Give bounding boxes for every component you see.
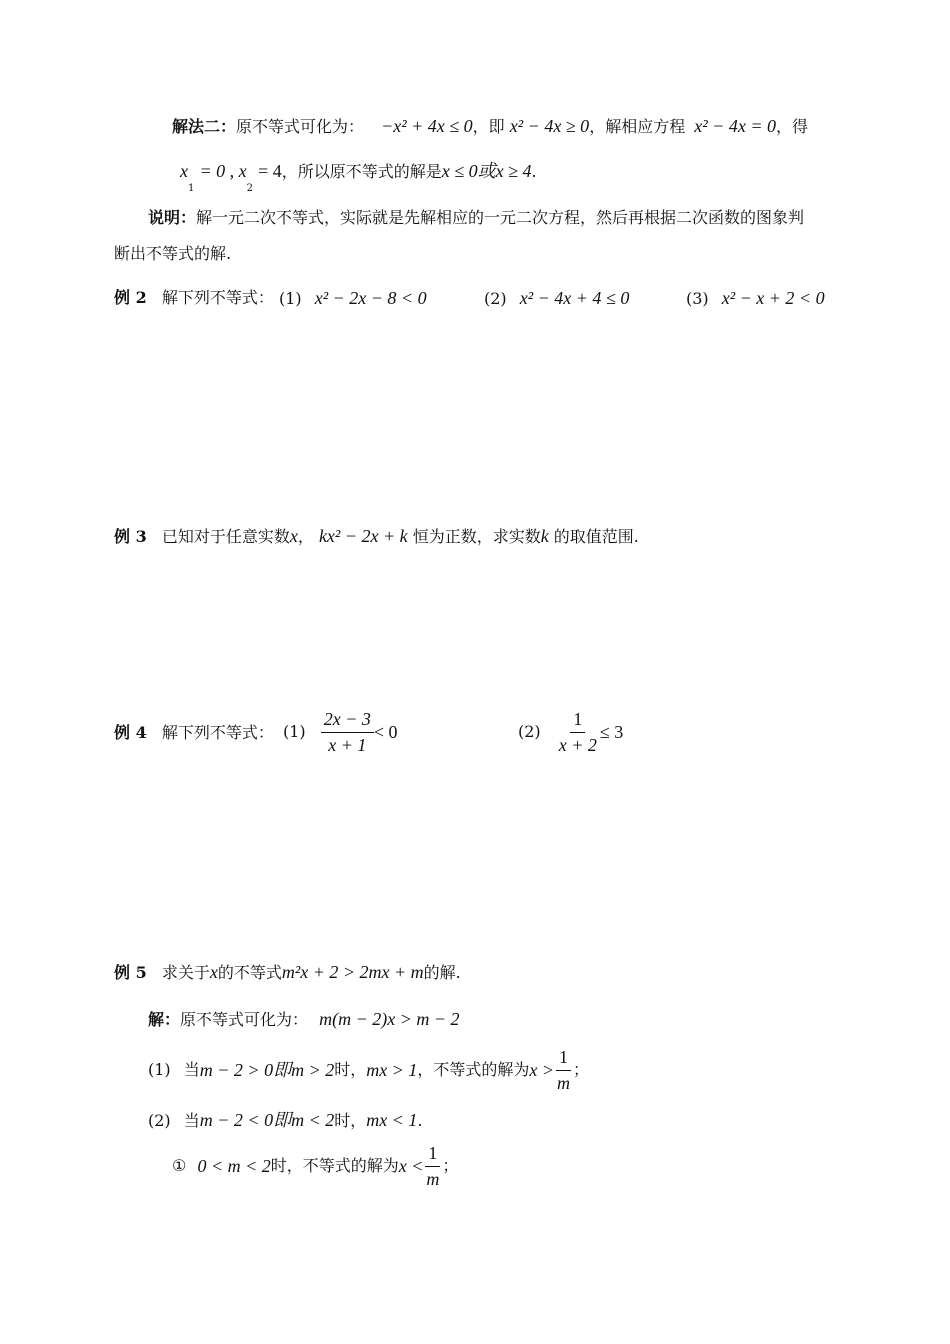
case2-text3: . bbox=[417, 1111, 423, 1130]
example3-var-k: k bbox=[540, 526, 549, 546]
case1-text3: ，不等式的解为 bbox=[417, 1060, 530, 1080]
case1-text4: ； bbox=[573, 1060, 590, 1080]
example5-solution-label: 解： bbox=[148, 1010, 181, 1029]
example2-line bbox=[114, 290, 274, 306]
example5-formula: m²x + 2 > 2mx + m bbox=[281, 962, 424, 982]
solution2-label: 解法二： bbox=[172, 117, 237, 136]
root-sub2: 2 bbox=[246, 183, 253, 194]
example4-fraction2 bbox=[556, 709, 600, 755]
subcase1-condition: 0 < m < 2 bbox=[197, 1156, 271, 1177]
solution2-answer: x ≤ 0或x ≥ 4 bbox=[441, 161, 532, 181]
example4-part1 bbox=[283, 709, 398, 755]
example5-subcase1 bbox=[172, 1143, 458, 1189]
example5-solution-text: 原不等式可化为： bbox=[180, 1010, 309, 1029]
case1-denominator: m bbox=[557, 1072, 571, 1093]
case2-number: (2) bbox=[148, 1111, 171, 1130]
solution2-line1 bbox=[172, 117, 808, 135]
example5-line bbox=[114, 963, 461, 981]
root-mid: = 0 , x bbox=[199, 161, 247, 181]
solution2-expr3: x² − 4x = 0 bbox=[694, 116, 776, 136]
note-label: 说明： bbox=[148, 208, 197, 227]
example4-numerator2: 1 bbox=[570, 709, 585, 733]
note-text2: 断出不等式的解. bbox=[114, 244, 232, 263]
root-end: = 4 bbox=[258, 161, 282, 181]
case1-condition: m − 2 > 0即m > 2 bbox=[199, 1060, 335, 1081]
subcase1-numerator: 1 bbox=[425, 1143, 440, 1167]
case1-answer-lhs: x > bbox=[529, 1060, 555, 1081]
example5-text1: 求关于 bbox=[161, 963, 210, 982]
note-line2 bbox=[114, 246, 231, 262]
example2-p3: (3) bbox=[686, 289, 709, 308]
example4-relation2: ≤ 3 bbox=[599, 722, 624, 743]
root-x1: x bbox=[180, 161, 188, 181]
subcase1-answer-lhs: x < bbox=[398, 1156, 424, 1177]
example4-text: 解下列不等式： bbox=[161, 723, 274, 742]
solution2-text6: . bbox=[531, 162, 537, 181]
solution2-expr1: −x² + 4x ≤ 0 bbox=[381, 116, 473, 136]
example2-formula2: x² − 4x + 4 ≤ 0 bbox=[519, 288, 630, 308]
example2-part1 bbox=[279, 289, 427, 307]
example4-p1: (1) bbox=[283, 722, 306, 742]
example2-text: 解下列不等式： bbox=[161, 288, 274, 307]
example5-var-x: x bbox=[209, 962, 218, 982]
example3-text4: 的取值范围. bbox=[553, 527, 639, 546]
solution2-text2: ，即 bbox=[472, 117, 505, 136]
example3-text2: ， bbox=[297, 527, 314, 546]
subcase1-fraction bbox=[423, 1143, 442, 1189]
case1-fraction bbox=[554, 1047, 573, 1093]
example2-p2: (2) bbox=[484, 289, 507, 308]
note-text1: 解一元二次不等式，实际就是先解相应的一元二次方程，然后再根据二次函数的图象判 bbox=[196, 208, 805, 227]
case2-condition: m − 2 < 0即m < 2 bbox=[199, 1110, 335, 1130]
example5-text3: 的解. bbox=[423, 963, 461, 982]
example5-solution-line bbox=[148, 1010, 460, 1028]
example5-text2: 的不等式 bbox=[217, 963, 282, 982]
example4-p2: (2) bbox=[518, 722, 541, 742]
example2-part3 bbox=[686, 289, 825, 307]
example3-text3: 恒为正数，求实数 bbox=[412, 527, 541, 546]
case1-number: (1) bbox=[148, 1060, 171, 1080]
example2-formula3: x² − x + 2 < 0 bbox=[721, 288, 825, 308]
solution2-line2 bbox=[180, 161, 537, 194]
example3-var-x: x bbox=[289, 526, 298, 546]
example4-denominator2: x + 2 bbox=[558, 734, 597, 755]
example5-solution-expr: m(m − 2)x > m − 2 bbox=[319, 1009, 460, 1029]
subcase1-denominator: m bbox=[426, 1168, 440, 1189]
example4-numerator1: 2x − 3 bbox=[321, 709, 374, 733]
case1-text2: 时， bbox=[334, 1060, 367, 1080]
example2-part2 bbox=[484, 289, 629, 307]
example3-text1: 已知对于任意实数 bbox=[161, 527, 290, 546]
case2-expr: mx < 1 bbox=[366, 1110, 418, 1130]
example3-formula: kx² − 2x + k bbox=[318, 526, 408, 546]
example2-p1: (1) bbox=[279, 289, 302, 308]
case1-expr: mx > 1 bbox=[366, 1060, 418, 1081]
case2-text1: 当 bbox=[183, 1111, 200, 1130]
solution2-text4: ，得 bbox=[775, 117, 808, 136]
example4-line bbox=[114, 725, 274, 741]
example4-part2 bbox=[518, 709, 623, 755]
subcase1-mark: ① bbox=[172, 1156, 187, 1176]
root-sub1: 1 bbox=[188, 183, 195, 194]
solution2-text5: ，所以原不等式的解是 bbox=[281, 162, 442, 181]
example2-label: 例 2 bbox=[114, 288, 147, 307]
example5-case2 bbox=[148, 1111, 422, 1129]
example4-label: 例 4 bbox=[114, 723, 147, 742]
solution2-expr2: x² − 4x ≥ 0 bbox=[509, 116, 590, 136]
note-line1 bbox=[148, 210, 804, 226]
example5-case1 bbox=[148, 1047, 589, 1093]
case1-text1: 当 bbox=[183, 1060, 200, 1080]
example3-label: 例 3 bbox=[114, 527, 147, 546]
solution2-text1: 原不等式可化为： bbox=[236, 117, 365, 136]
case2-text2: 时， bbox=[334, 1111, 367, 1130]
example4-fraction1 bbox=[321, 709, 374, 755]
example4-denominator1: x + 1 bbox=[328, 734, 367, 755]
example2-formula1: x² − 2x − 8 < 0 bbox=[314, 288, 427, 308]
example5-label: 例 5 bbox=[114, 963, 147, 982]
subcase1-text1: 时，不等式的解为 bbox=[270, 1156, 399, 1176]
subcase1-text2: ； bbox=[442, 1156, 459, 1176]
solution2-text3: ，解相应方程 bbox=[589, 117, 686, 136]
example3-line bbox=[114, 527, 639, 545]
example4-relation1: < 0 bbox=[373, 722, 398, 743]
case1-numerator: 1 bbox=[556, 1047, 571, 1071]
